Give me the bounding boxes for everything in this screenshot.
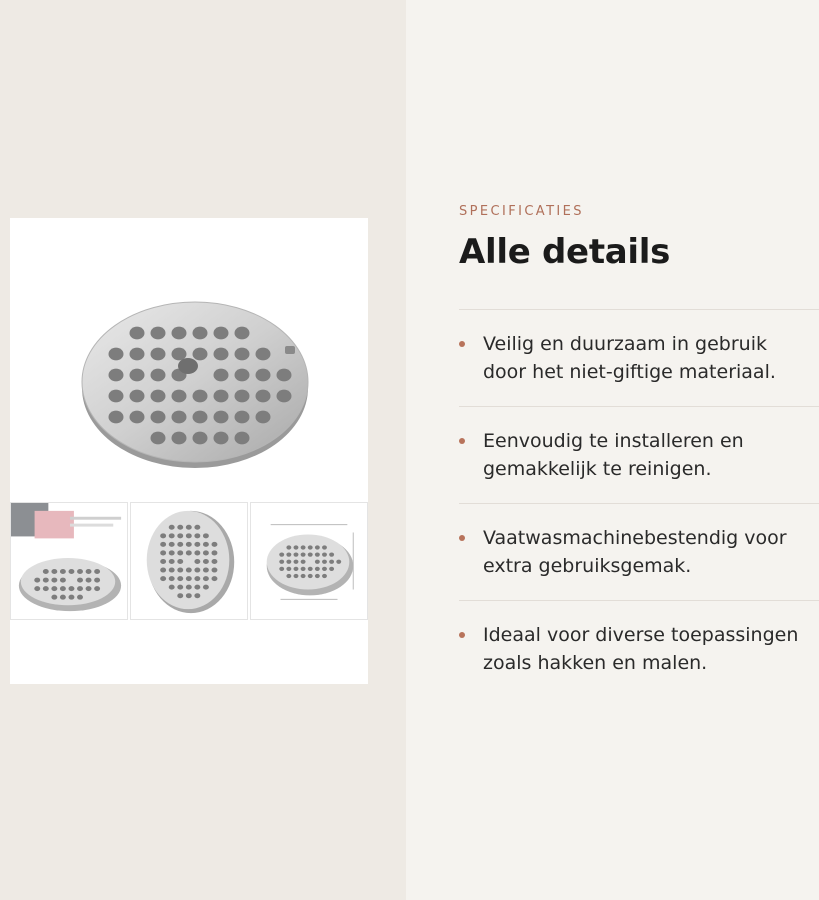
thumbnail-in-use[interactable] [10,502,128,620]
plate-hole [60,595,66,600]
plate-hole [203,559,209,564]
plate-hole [169,585,175,590]
plate-hole [294,553,299,557]
plate-hole [172,327,187,340]
plate-hole [203,533,209,538]
plate-hole [169,525,175,530]
plate-hole [279,553,284,557]
plate-hole [186,525,192,530]
plate-hole [160,533,166,538]
thumbnail-dimensions[interactable] [250,502,368,620]
plate-hole [212,576,218,581]
plate-hole [277,369,292,382]
plate-hole [308,567,313,571]
plate-hole [169,550,175,555]
plate-hole [109,369,124,382]
grinder-plate-image [80,296,310,471]
plate-hole [301,574,306,578]
plate-hole [69,586,75,591]
grinder-plate-dimensions-image [251,503,367,619]
spec-text: Vaatwasmachinebestendig voor extra gebruiksgemak. [483,527,787,577]
plate-hole [186,585,192,590]
plate-hole [203,585,209,590]
plate-hole [315,574,320,578]
spec-text: Ideaal voor diverse toepassingen zoals hakken en malen. [483,624,799,674]
plate-hole [169,568,175,573]
plate-hole [160,576,166,581]
plate-hole [172,348,187,361]
plate-hole [315,560,320,564]
plate-hole [279,560,284,564]
thumbnail-tilted[interactable] [130,502,248,620]
plate-hole [177,593,183,598]
plate-hole [77,595,83,600]
spec-text: Eenvoudig te installeren en gemakkelijk te reinigen. [483,430,744,480]
plate-hole [212,559,218,564]
plate-hole [193,390,208,403]
plate-hole [186,542,192,547]
plate-hole [51,578,57,583]
plate-hole [212,550,218,555]
plate-hole [69,595,75,600]
plate-hole [109,348,124,361]
bullet-icon [459,438,465,444]
plate-hole [51,586,57,591]
plate-hole [109,411,124,424]
plate-hole [203,576,209,581]
plate-hole [286,560,291,564]
bullet-icon [459,632,465,638]
plate-hole [301,553,306,557]
plate-hole [160,542,166,547]
plate-hole [301,567,306,571]
plate-hole [109,390,124,403]
plate-hole [235,390,250,403]
plate-hole [329,553,334,557]
plate-hole [130,411,145,424]
plate-hole [94,586,100,591]
grinder-plate-tilted-image [131,503,247,619]
plate-hole [194,525,200,530]
plate-hole [308,545,313,549]
spec-item [459,309,819,406]
plate-hole [94,578,100,583]
plate-hole [203,568,209,573]
plate-hole [160,568,166,573]
plate-hole [77,569,83,574]
plate-hole [169,542,175,547]
plate-hole [301,560,306,564]
plate-hole [194,542,200,547]
section-eyebrow: SPECIFICATIES [459,204,584,219]
plate-hole [177,533,183,538]
plate-hole [169,576,175,581]
plate-hole [308,574,313,578]
plate-hole [151,369,166,382]
plate-hole [286,553,291,557]
plate-hole [322,574,327,578]
plate-hole [151,411,166,424]
plate-hole [256,390,271,403]
plate-hole [235,432,250,445]
plate-hole [94,569,100,574]
plate-hole [212,568,218,573]
plate-hole [301,545,306,549]
grinder-plate-in-use-image [11,503,127,619]
plate-hole [214,390,229,403]
product-image-card [10,218,368,684]
plate-hole [322,567,327,571]
plate-hole [151,348,166,361]
plate-hole [277,390,292,403]
plate-hole [336,560,341,564]
plate-hole [43,578,49,583]
plate-hole [194,550,200,555]
plate-hole [212,542,218,547]
plate-hole [60,569,66,574]
plate-hole [86,578,92,583]
plate-hole [322,545,327,549]
plate-hole [77,586,83,591]
plate-hole [194,576,200,581]
plate-hole [194,585,200,590]
plate-hole [322,553,327,557]
plate-hole [43,569,49,574]
plate-hole [177,559,183,564]
left-panel [0,0,406,900]
plate-hole [279,567,284,571]
plate-hole [130,390,145,403]
plate-hole [51,595,57,600]
plate-hole [194,559,200,564]
bullet-icon [459,535,465,541]
plate-hole [315,553,320,557]
plate-hole [214,369,229,382]
plate-hole [51,569,57,574]
spec-text: Veilig en duurzaam in gebruik door het niet-giftige materiaal. [483,333,776,383]
plate-hole [235,327,250,340]
plate-hole [235,411,250,424]
plate-hole [60,578,66,583]
plate-hole [130,348,145,361]
plate-hole [214,432,229,445]
plate-hole [294,545,299,549]
plate-hole [256,348,271,361]
plate-hole [194,568,200,573]
plate-hole [235,369,250,382]
spec-item [459,406,819,503]
spec-item [459,503,819,600]
plate-hole [151,432,166,445]
plate-hole [203,550,209,555]
plate-hole [214,411,229,424]
plate-hole [235,348,250,361]
plate-hole [172,390,187,403]
plate-hole [34,586,40,591]
plate-hole [151,390,166,403]
plate-hole [186,593,192,598]
plate-hole [86,586,92,591]
plate-hole [177,542,183,547]
plate-hole [177,550,183,555]
plate-hole [177,525,183,530]
plate-hole [34,578,40,583]
bullet-icon [459,341,465,347]
plate-hole [286,574,291,578]
plate-hole [286,545,291,549]
plate-hole [194,593,200,598]
plate-hole [186,550,192,555]
plate-hole [214,327,229,340]
plate-hole [193,348,208,361]
plate-hole [130,327,145,340]
plate-hole [172,411,187,424]
spec-item [459,600,819,697]
plate-hole [256,369,271,382]
section-title: Alle details [459,232,671,272]
plate-hole [77,578,83,583]
plate-hole [69,569,75,574]
plate-hole [329,567,334,571]
plate-hole [294,567,299,571]
plate-hole [256,411,271,424]
plate-hole [177,585,183,590]
spec-list [459,309,819,697]
plate-hole [315,545,320,549]
plate-hole [193,432,208,445]
plate-hole [60,586,66,591]
thumbnail-strip [10,502,368,622]
plate-hole [308,553,313,557]
plate-hole [177,576,183,581]
plate-hole [169,559,175,564]
plate-hole [186,576,192,581]
plate-hole [130,369,145,382]
plate-hole [186,533,192,538]
plate-hole [86,569,92,574]
plate-hole [214,348,229,361]
plate-hole [177,568,183,573]
plate-hole [193,327,208,340]
plate-hole [151,327,166,340]
plate-hole [286,567,291,571]
plate-hole [43,586,49,591]
plate-hole [315,567,320,571]
plate-hole [160,559,166,564]
plate-hole [203,542,209,547]
plate-hole [193,411,208,424]
plate-hole [160,550,166,555]
plate-hole [294,560,299,564]
plate-hole [294,574,299,578]
plate-hole [194,533,200,538]
plate-hole [329,560,334,564]
plate-hole [186,568,192,573]
plate-hole [172,432,187,445]
plate-hole [169,533,175,538]
plate-hole [322,560,327,564]
